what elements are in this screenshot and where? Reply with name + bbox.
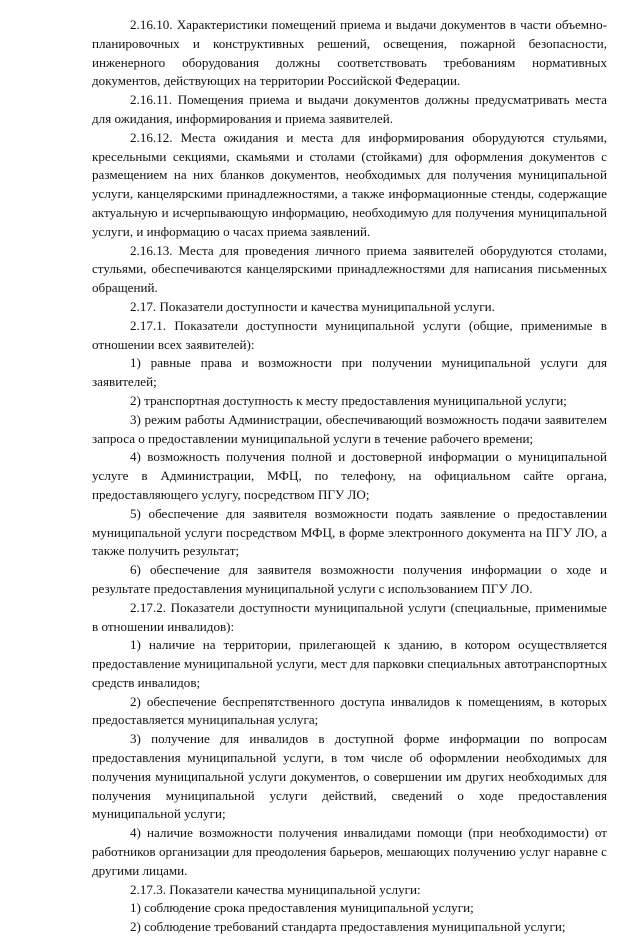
paragraph-2-16-10: 2.16.10. Характеристики помещений приема и выдачи документов в части объемно-планировочных и конструктивных решений, освещения, пожарной безопасности, инженерного оборудования должны соответствовать требованиям нормативных документов, действующих на территории Российской Федерации. [92, 17, 607, 89]
list-item-quality-2: 2) соблюдение требований стандарта предоставления муниципальной услуги; [130, 919, 566, 935]
paragraph-2-17-3: 2.17.3. Показатели качества муниципальной услуги: [130, 881, 421, 897]
paragraph-2-16-11: 2.16.11. Помещения приема и выдачи документов должны предусматривать места для ожидания, информирования и приема заявителей. [92, 92, 607, 126]
list-item-special-2: 2) обеспечение беспрепятственного доступа инвалидов к помещениям, в которых предоставляется муниципальная услуга; [92, 693, 607, 728]
list-item-general-6: 6) обеспечение для заявителя возможности получения информации о ходе и результате предоставления муниципальной услуги с использованием ПГУ ЛО. [92, 562, 607, 596]
list-item-special-4: 4) наличие возможности получения инвалидами помощи (при необходимости) от работников организации для преодоления барьеров, мешающих получению услуг наравне с другими лицами. [92, 825, 607, 878]
paragraph-2-16-13: 2.16.13. Места для проведения личного приема заявителей оборудуются столами, стульями, обеспечиваются канцелярскими принадлежностями для написания письменных обращений. [92, 242, 607, 296]
paragraph-2-16-12: 2.16.12. Места ожидания и места для информирования оборудуются стульями, кресельными секциями, скамьями и столами (стойками) для оформления документов с размещением на них бланков документов, необходимых для получения муниципальной услуги, канцелярскими принадлежностями, а также информационные стенды, содержащие актуальную и исчерпывающую информацию, необходимую для получения муниципальной услуги, и информацию о часах приема заявлений. [92, 129, 607, 239]
list-item-special-3: 3) получение для инвалидов в доступной форме информации по вопросам предоставления муниципальной услуги, в том числе об оформлении необходимых для получения муниципальной услуги документов, о совершении им других необходимых для получения муниципальной услуги действий, сведений о ходе предоставления муниципальной услуги; [92, 731, 607, 822]
list-item-general-1: 1) равные права и возможности при получении муниципальной услуги для заявителей; [92, 355, 607, 390]
list-item-special-1: 1) наличие на территории, прилегающей к зданию, в котором осуществляется предоставление муниципальной услуги, мест для парковки специальных автотранспортных средств инвалидов; [92, 637, 607, 690]
list-item-general-4: 4) возможность получения полной и достоверной информации о муниципальной услуге в Администрации, МФЦ, по телефону, на официальном сайте органа, предоставляющего услугу, посредством ПГУ ЛО; [92, 449, 607, 502]
list-item-general-3: 3) режим работы Администрации, обеспечивающий возможность подачи заявителем запроса о предоставлении муниципальной услуги в течение рабочего времени; [92, 411, 607, 446]
paragraph-2-17-1: 2.17.1. Показатели доступности муниципальной услуги (общие, применимые в отношении всех заявителей): [92, 317, 607, 352]
list-item-general-5: 5) обеспечение для заявителя возможности подать заявление о предоставлении муниципальной услуги посредством МФЦ, в форме электронного документа на ПГУ ЛО, а также получить результат; [92, 505, 607, 559]
list-item-general-2: 2) транспортная доступность к месту предоставления муниципальной услуги; [130, 392, 567, 408]
paragraph-2-17: 2.17. Показатели доступности и качества муниципальной услуги. [130, 298, 495, 314]
list-item-quality-1: 1) соблюдение срока предоставления муниципальной услуги; [130, 900, 474, 916]
paragraph-2-17-2: 2.17.2. Показатели доступности муниципальной услуги (специальные, применимые в отношении инвалидов): [92, 599, 607, 634]
